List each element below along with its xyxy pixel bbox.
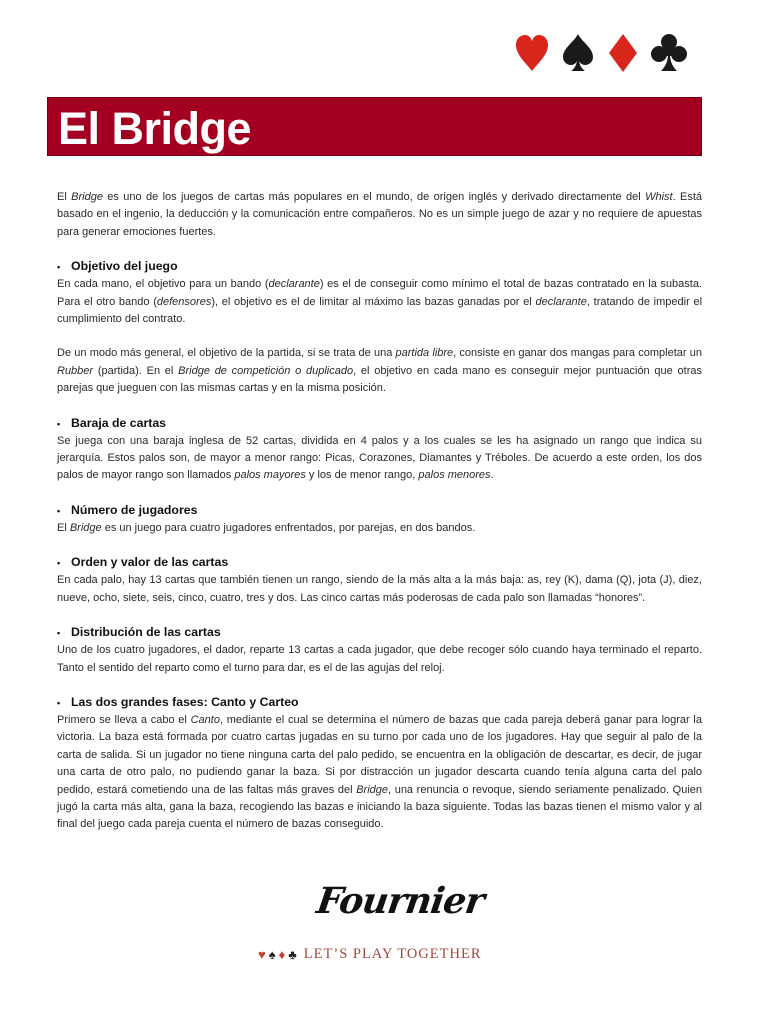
text-run: . Está basado en el ingenio, la deducción y la comunicación entre compañeros. No es un simple juego de azar y no requiere de apuestas para generar emociones fuertes. xyxy=(57,191,703,238)
italic-text: Bridge xyxy=(69,521,102,534)
club-icon: ♣ xyxy=(288,946,297,962)
bullet-icon: • xyxy=(57,505,61,516)
spade-icon: ♠ xyxy=(268,946,276,962)
italic-text: Canto xyxy=(190,713,220,726)
section-paragraph xyxy=(57,712,702,834)
italic-text: Bridge xyxy=(71,191,103,203)
suit-icons-header xyxy=(514,28,689,78)
section-paragraph xyxy=(57,345,702,397)
tagline-text: LET’S PLAY TOGETHER xyxy=(303,946,482,962)
section-heading xyxy=(57,502,702,520)
title-banner xyxy=(47,97,702,156)
text-run: En cada mano, el objetivo para un bando ( xyxy=(57,278,269,291)
text-run: . xyxy=(490,469,494,482)
intro-paragraph xyxy=(57,189,702,241)
section-paragraph xyxy=(57,433,702,485)
text-run: El xyxy=(57,191,72,203)
italic-text: palos mayores xyxy=(234,469,306,482)
text-run: , mediante el cual se determina el número de bazas que cada pareja deberá ganar para lograr la victoria. La baza está formada por cuatro cartas jugadas en su turno por cada uno de los jugadores. Hay que seguir al palo de la carta de salida. Si un jugador no tiene ninguna carta del palo pedido, se encuentra en la obligación de descartar, es decir, de jugar una carta de otro palo, no pudiendo ganar la baza. Si por distracción un jugador descarta cuando tenía alguna carta del palo pedido, estará cometiendo una de las faltas más graves del xyxy=(57,713,702,796)
section-heading xyxy=(57,258,702,276)
section-paragraph xyxy=(57,520,702,537)
section-paragraph xyxy=(57,572,702,607)
text-run: Se juega con una baraja inglesa de 52 cartas, dividida en 4 palos y a los cuales se les ha asignado un rango que indica su jerarquía. Estos palos son, de mayor a menor rango: Picas, Corazones, Diamantes y Tréboles. De acuerdo a este orden, los dos palos de mayor rango son llamados xyxy=(57,434,702,482)
section-heading xyxy=(57,624,702,642)
text-run: ) es el de conseguir como mínimo el total de bazas contratado en la subasta. Para el otro bando ( xyxy=(57,278,702,308)
italic-text: Bridge de competición o duplicado xyxy=(178,364,354,377)
italic-text: declarante xyxy=(535,295,587,308)
diamond-icon: ♦ xyxy=(278,946,286,962)
text-run: Uno de los cuatro jugadores, el dador, reparte 13 cartas a cada jugador, que debe recoger sólo cuando haya terminado el reparto. Tanto el sentido del reparto como el turno para dar, es el de las agujas del reloj. xyxy=(57,644,702,674)
bullet-icon: • xyxy=(57,418,61,429)
text-run: El xyxy=(57,521,70,534)
section-heading xyxy=(57,554,702,572)
section-heading-text: Las dos grandes fases: Canto y Carteo xyxy=(71,694,299,709)
text-run: es uno de los juegos de cartas más populares en el mundo, de origen inglés y derivado directamente del xyxy=(102,191,646,203)
document-body xyxy=(57,189,702,834)
section-heading-text: Objetivo del juego xyxy=(71,259,178,274)
spade-icon xyxy=(560,32,596,74)
text-run: En cada palo, hay 13 cartas que también tienen un rango, siendo de la más alta a la más baja: as, rey (K), dama (Q), jota (J), diez, nueve, ocho, siete, seis, cinco, cuatro, tres y dos. Las cinco cartas más poderosas de cada palo son llamadas “honores”. xyxy=(57,574,702,604)
heart-icon: ♥ xyxy=(258,946,266,962)
italic-text: partida libre xyxy=(395,347,454,360)
text-run: , una renuncia o revoque, siendo seriamente penalizado. Quien jugó la carta más alta, gana la baza, recogiendo las bazas e iniciando la baza siguiente. Todas las bazas tienen el mismo valor y al final del juego cada pareja cuenta el número de bazas conseguido. xyxy=(57,783,702,831)
fournier-logo xyxy=(255,880,515,970)
bullet-icon: • xyxy=(57,697,61,708)
italic-text: palos menores xyxy=(418,469,491,482)
sections-container xyxy=(57,258,702,834)
italic-text: declarante xyxy=(268,278,320,291)
section-heading xyxy=(57,694,702,712)
text-run: es un juego para cuatro jugadores enfrentados, por parejas, en dos bandos. xyxy=(101,521,476,534)
text-run: y los de menor rango, xyxy=(305,469,419,482)
section-paragraph xyxy=(57,642,702,677)
text-run: (partida). En el xyxy=(93,364,179,377)
text-run: De un modo más general, el objetivo de la partida, si se trata de una xyxy=(57,347,396,360)
bullet-icon: • xyxy=(57,558,61,569)
text-run: , tratando de impedir el cumplimiento del contrato. xyxy=(57,295,703,326)
bullet-icon: • xyxy=(57,628,61,639)
italic-text: defensores xyxy=(156,295,212,308)
section-heading-text: Orden y valor de las cartas xyxy=(71,555,229,570)
text-run: , consiste en ganar dos mangas para completar un xyxy=(453,347,702,360)
text-run: ), el objetivo es el de limitar al máximo las bazas ganadas por el xyxy=(211,295,536,308)
italic-text: Whist xyxy=(645,191,673,203)
bullet-icon: • xyxy=(57,262,61,273)
heart-icon xyxy=(514,33,550,73)
paragraph-gap xyxy=(57,328,702,345)
section-heading-text: Número de jugadores xyxy=(71,502,198,517)
section-heading-text: Baraja de cartas xyxy=(71,415,167,430)
italic-text: Bridge xyxy=(356,783,389,796)
diamond-icon xyxy=(607,32,639,74)
brand-wordmark: Fournier xyxy=(314,880,487,922)
section-paragraph xyxy=(57,276,702,328)
text-run: Primero se lleva a cabo el xyxy=(57,713,191,726)
italic-text: Rubber xyxy=(57,364,94,377)
club-icon xyxy=(649,32,689,74)
brand-tagline xyxy=(258,946,482,963)
section-heading xyxy=(57,415,702,433)
text-run: , el objetivo en cada mano es conseguir mejor puntuación que otras parejas que jueguen con las mismas cartas y en la misma posición. xyxy=(57,364,702,395)
section-heading-text: Distribución de las cartas xyxy=(71,625,221,640)
page-title: El Bridge xyxy=(58,103,252,154)
